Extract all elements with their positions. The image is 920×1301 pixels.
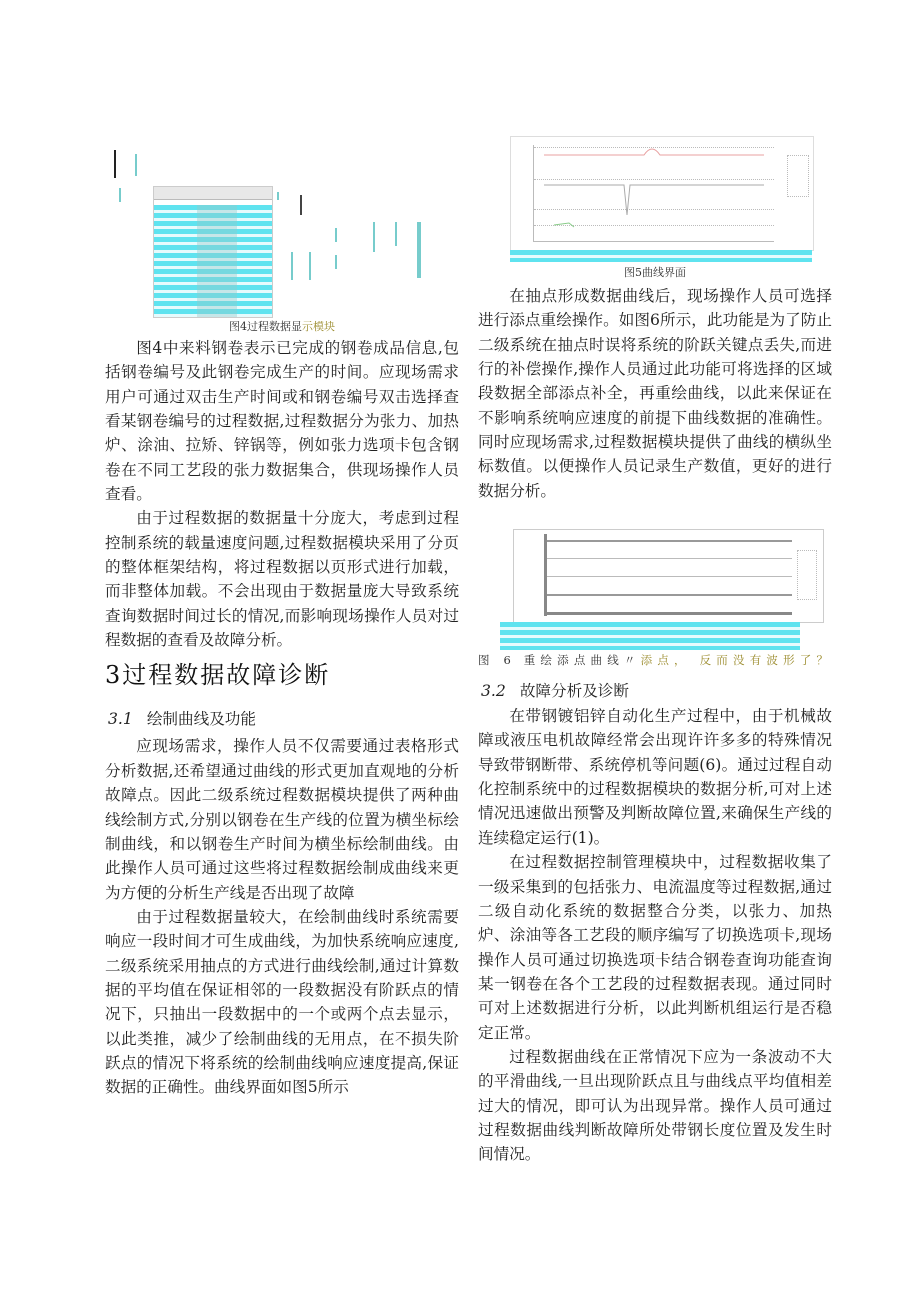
paragraph: 在过程数据控制管理模块中，过程数据收集了一级采集到的包括张力、电流温度等过程数据,通过二级自动化系统的数据整合分类，以张力、加热炉、涂油等各工艺段的顺序编写了切换选项卡,现场操作人员可通过切换选项卡结合钢卷查询功能查询某一钢卷在各个工艺段的过程数据表现。通过同时可对上述数据进行分析，以此判断机组运行是否稳定正常。 [478,853,832,1042]
subsection-heading [105,708,459,730]
subsection-number: 3.2 [481,682,506,701]
fig6-plot-area [544,534,792,616]
fig5-curve-green [554,223,574,227]
paragraph: 过程数据曲线在正常情况下应为一条波动不大的平滑曲线,一旦出现阶跃点且与曲线点平均值相差过大的情况，即可认为出现异常。操作人员可通过过程数据曲线判断故障所处带钢长度位置及发生时间情况。 [478,1047,832,1164]
subsection-title: 故障分析及诊断 [519,682,629,701]
fig6-line [547,594,792,596]
fig5-curve-grey [544,185,764,215]
figure-6-table [500,622,800,650]
fig4-glyph [291,252,293,280]
fig4-table-window [153,186,273,318]
figure-5-table [510,250,812,262]
left-column [105,140,459,1100]
fig4-arrow [300,195,302,215]
fig4-toolbar [154,187,272,200]
subsection-number: 3.1 [108,710,133,729]
paragraph: 应现场需求，操作人员不仅需要通过表格形式分析数据,还希望通过曲线的形式更加直观地的分析故障点。因此二级系统过程数据模块提供了两种曲线绘制方式,分别以钢卷在生产线的位置为横坐标绘制曲线，和以钢卷生产时间为横坐标绘制曲线。由此操作人员可通过这些将过程数据绘制成曲线来更为方便的分析生产线是否出现了故障 [105,737,459,902]
fig6-side-buttons [797,550,817,600]
paragraph: 图4中来料钢卷表示已完成的钢卷成品信息,包括钢卷编号及此钢卷完成生产的时间。应现场需求用户可通过双击生产时间或和钢卷编号双击选择查看某钢卷编号的过程数据,过程数据分为张力、加热炉、涂油、拉矫、锌锅等，例如张力选项卡包含钢卷在不同工艺段的张力数据集合，供现场操作人员查看。 [105,339,459,504]
fig5-curves [534,145,774,241]
fig6-line [547,558,792,559]
fig4-glyph [335,228,337,242]
fig5-curve-red [544,149,764,155]
paragraph: 在带钢镀铝锌自动化生产过程中，由于机械故障或液压电机故障经常会出现许许多多的特殊情况导致带钢断带、系统停机等问题(6)。通过过程自动化控制系统中的过程数据模块的数据分析,可对上述情况迅速做出预警及判断故障位置,来确保生产线的连续稳定运行(1)。 [478,707,832,847]
fig5-side-buttons [787,155,809,197]
fig4-glyph [309,252,311,280]
paragraph: 在抽点形成数据曲线后，现场操作人员可选择进行添点重绘操作。如图6所示，此功能是为了防止二级系统在抽点时误将系统的阶跃关键点丢失,而进行的补偿操作,操作人员通过此功能可将选择的区域段数据全部添点补全，再重绘曲线，以此来保证在不影响系统响应速度的前提下曲线数据的准确性。同时应现场需求,过程数据模块提供了曲线的横纵坐标数值。以便操作人员记录生产数值，更好的进行数据分析。 [478,287,832,500]
caption-text: 图 6 重绘添点曲线〃 [478,653,641,668]
paragraph: 由于过程数据的数据量十分庞大，考虑到过程控制系统的载量速度问题,过程数据模块采用了分页的整体框架结构，将过程数据以页形式进行加载，而非整体加载。不会出现由于数据量庞大导致系统查询数据时间过长的情况,而影响现场操作人员对过程数据的查看及故障分析。 [105,509,459,650]
paragraph: 由于过程数据量较大，在绘制曲线时系统需要响应一段时间才可生成曲线，为加快系统响应速度,二级系统采用抽点的方式进行曲线绘制,通过计算数据的平均值在保证相邻的一段数据没有阶跃点的情况下，只抽出一段数据中的一个或两个点去显示，以此类推，减少了绘制曲线的无用点，在不损失阶跃点的情况下将系统的绘制曲线响应速度提高,保证数据的正确性。曲线界面如图5所示 [105,907,459,1097]
fig4-glyph [119,188,121,202]
figure-5-caption: 图5曲线界面 [624,266,686,279]
fig4-glyph [417,222,421,278]
fig4-glyph [373,222,375,252]
fig4-glyph [335,255,337,269]
fig6-line [547,540,792,542]
caption-text-highlight: 示模块 [302,320,335,333]
fig5-plot-area [533,145,774,242]
fig4-column [197,205,237,317]
subsection-heading [478,680,832,702]
figure-4-caption [105,320,459,334]
figure-6-chart-window [513,529,824,623]
figure-5 [510,136,812,262]
subsection-title: 绘制曲线及功能 [146,710,256,729]
figure-6 [478,529,832,650]
fig4-glyph [395,222,397,246]
fig6-line [547,612,792,615]
caption-text: 图4过程数据显 [229,320,302,333]
fig4-glyph [277,192,279,200]
fig6-line [547,576,792,577]
caption-text-highlight: 添点， 反而没有波形了？ [640,653,832,668]
section-heading: 3过程数据故障诊断 [105,661,331,690]
fig4-glyph [135,154,137,176]
figure-6-caption [478,653,832,668]
fig4-vertical-bar [114,150,116,178]
figure-4 [105,140,445,318]
right-column [478,136,832,1167]
figure-5-chart-window [510,136,814,251]
